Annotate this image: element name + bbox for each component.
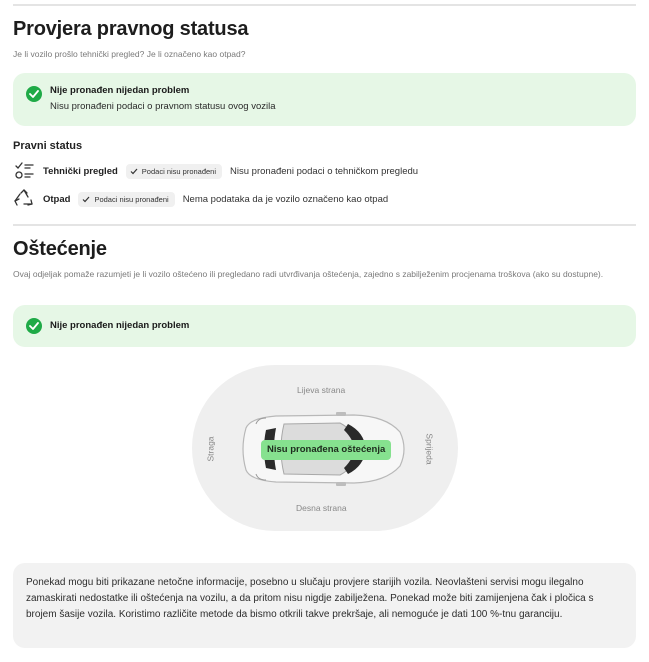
legal-section-title: Provjera pravnog statusa <box>13 18 249 40</box>
status-row-scrap <box>13 188 388 210</box>
recycle-icon <box>13 188 35 210</box>
status-row-name: Tehnički pregled <box>43 165 118 177</box>
top-divider <box>13 4 636 6</box>
status-row-name: Otpad <box>43 193 71 205</box>
legal-summary-text: Nisu pronađeni podaci o pravnom statusu ovog vozila <box>50 101 276 112</box>
checklist-icon <box>13 160 35 182</box>
check-icon <box>130 168 138 175</box>
legal-section-subtitle: Je li vozilo prošlo tehnički pregled? Je li označeno kao otpad? <box>13 49 246 59</box>
right-side-label: Desna strana <box>296 503 347 513</box>
rear-label: Straga <box>205 436 216 462</box>
disclaimer-text: Ponekad mogu biti prikazane netočne informacije, posebno u slučaju provjere starijih vozila. Neovlašteni servisi mogu ilegalno zamaskirati nedostatke ili oštećenja na vozilu, a da pritom nisu nigdje zabilježena. Ponekad može biti zamijenjena čak i pločica s brojem šasije vozila. Koristimo različite metode da bismo otkrili takve prekršaje, ali nemoguće je dati 100 %-tnu garanciju. <box>26 577 594 620</box>
damage-section-title: Oštećenje <box>13 238 107 260</box>
legal-summary-box <box>13 73 636 126</box>
status-row-description: Nisu pronađeni podaci o tehničkom pregledu <box>230 165 419 177</box>
disclaimer-box <box>13 563 636 648</box>
damage-summary-title: Nije pronađen nijedan problem <box>50 320 190 331</box>
status-row-description: Nema podataka da je vozilo označeno kao otpad <box>182 193 389 205</box>
front-label: Sprijeda <box>424 433 435 465</box>
check-icon <box>82 196 90 203</box>
no-damage-label: Nisu pronađena oštećenja <box>261 440 391 460</box>
legal-status-label: Pravni status <box>13 140 83 152</box>
left-side-label: Lijeva strana <box>297 385 346 395</box>
status-badge <box>126 164 222 179</box>
damage-section-subtitle: Ovaj odjeljak pomaže razumjeti je li vozilo oštećeno ili pregledano radi utvrđivanja oštećenja, zajedno s zabilježenim procjenama troškova (ako su dostupne). <box>13 269 604 279</box>
section-divider <box>13 224 636 226</box>
status-badge-label: Podaci nisu pronađeni <box>141 166 217 176</box>
check-circle-icon <box>26 86 42 102</box>
status-row-inspection <box>13 160 418 182</box>
legal-summary-title: Nije pronađen nijedan problem <box>50 85 190 96</box>
status-badge-label: Podaci nisu pronađeni <box>94 194 169 204</box>
damage-summary-box <box>13 305 636 347</box>
check-circle-icon <box>26 318 42 334</box>
status-badge <box>78 192 174 207</box>
